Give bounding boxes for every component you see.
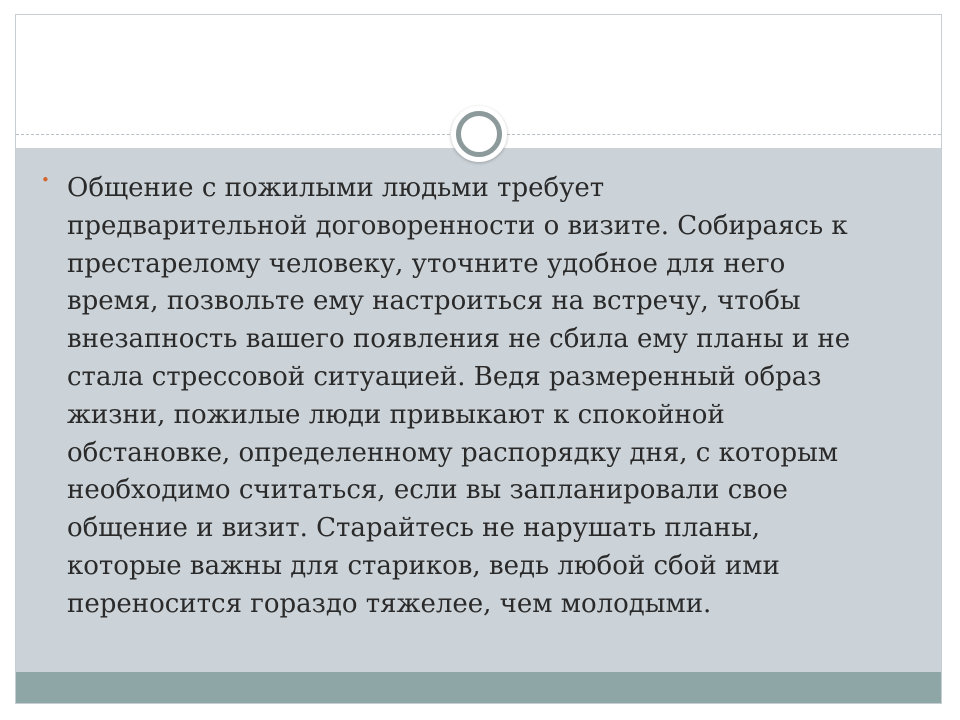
slide-body-text xyxy=(67,170,937,624)
circle-ornament-inner xyxy=(456,111,502,157)
text-line: внезапность вашего появления не сбила ему планы и не xyxy=(67,324,851,355)
text-line: престарелому человеку, уточните удобное для него xyxy=(67,248,786,279)
text-line: Общение с пожилыми людьми требует xyxy=(67,173,605,203)
circle-ornament-icon xyxy=(451,106,507,162)
bullet-icon: • xyxy=(41,171,50,189)
text-line: жизни, пожилые люди привыкают к спокойной xyxy=(67,399,725,430)
text-line: общение и визит. Старайтесь не нарушать планы, xyxy=(67,513,761,544)
text-line: обстановке, определенному распорядку дня, с которым xyxy=(67,437,839,468)
text-line: переносится гораздо тяжелее, чем молодыми. xyxy=(67,588,712,619)
text-line: стала стрессовой ситуацией. Ведя размеренный образ xyxy=(67,361,822,392)
text-line: время, позвольте ему настроиться на встречу, чтобы xyxy=(67,286,801,317)
text-line: которые важны для стариков, ведь любой сбой ими xyxy=(67,550,780,581)
text-line: необходимо считаться, если вы запланировали свое xyxy=(67,475,788,506)
text-line: предварительной договоренности о визите. Собираясь к xyxy=(67,210,848,241)
footer-band xyxy=(16,672,941,704)
